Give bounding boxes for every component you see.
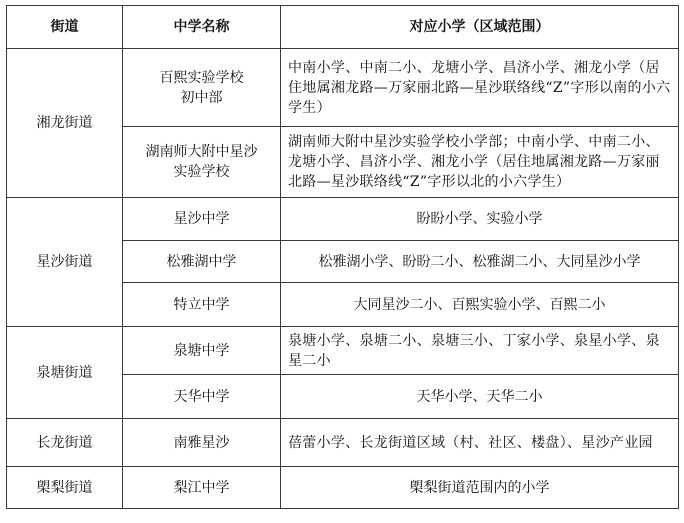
primary-schools-cell: 湖南师大附中星沙实验学校小学部；中南小学、中南二小、龙塘小学、昌济小学、湘龙小学（居住地属湘龙路—万家丽北路—星沙联络线“Z”字形以北的小六学生） — [281, 127, 679, 198]
middle-school-cell: 泉塘中学 — [123, 327, 281, 375]
primary-schools-cell: 松雅湖小学、盼盼二小、松雅湖二小、大同星沙小学 — [281, 241, 679, 283]
middle-school-cell: 松雅湖中学 — [123, 241, 281, 283]
street-cell: 星沙街道 — [7, 198, 123, 327]
primary-schools-cell: 天华小学、天华二小 — [281, 375, 679, 419]
table-row — [7, 49, 679, 127]
middle-school-cell — [123, 49, 281, 127]
middle-school-cell: 星沙中学 — [123, 198, 281, 241]
primary-schools-cell: 盼盼小学、实验小学 — [281, 198, 679, 241]
header-middle-school: 中学名称 — [123, 6, 281, 49]
street-cell: 湘龙街道 — [7, 49, 123, 198]
table-row — [7, 198, 679, 241]
primary-schools-cell: 中南小学、中南二小、龙塘小学、昌济小学、湘龙小学（居住地属湘龙路—万家丽北路—星沙联络线“Z”字形以南的小六学生） — [281, 49, 679, 127]
table-row — [7, 467, 679, 509]
table-row — [7, 419, 679, 467]
primary-schools-cell: 㮾梨街道范围内的小学 — [281, 467, 679, 509]
street-cell: 泉塘街道 — [7, 327, 123, 419]
primary-schools-cell: 蓓蕾小学、长龙街道区域（村、社区、楼盘）、星沙产业园 — [281, 419, 679, 467]
primary-schools-cell: 泉塘小学、泉塘二小、泉塘三小、丁家小学、泉星小学、泉星二小 — [281, 327, 679, 375]
primary-schools-cell: 大同星沙二小、百熙实验小学、百熙二小 — [281, 283, 679, 327]
middle-school-cell: 梨江中学 — [123, 467, 281, 509]
street-cell: 长龙街道 — [7, 419, 123, 467]
header-primary-schools: 对应小学（区域范围） — [281, 6, 679, 49]
street-cell: 㮾梨街道 — [7, 467, 123, 509]
middle-school-cell: 南雅星沙 — [123, 419, 281, 467]
middle-school-name: 湖南师大附中星沙 实验学校 — [145, 144, 258, 180]
table-row — [7, 327, 679, 375]
middle-school-cell: 天华中学 — [123, 375, 281, 419]
table-header-row — [7, 6, 679, 49]
school-district-table — [6, 5, 679, 509]
middle-school-name: 百熙实验学校 初中部 — [159, 69, 244, 106]
middle-school-cell: 特立中学 — [123, 283, 281, 327]
middle-school-cell — [123, 127, 281, 198]
header-street: 街道 — [7, 6, 123, 49]
